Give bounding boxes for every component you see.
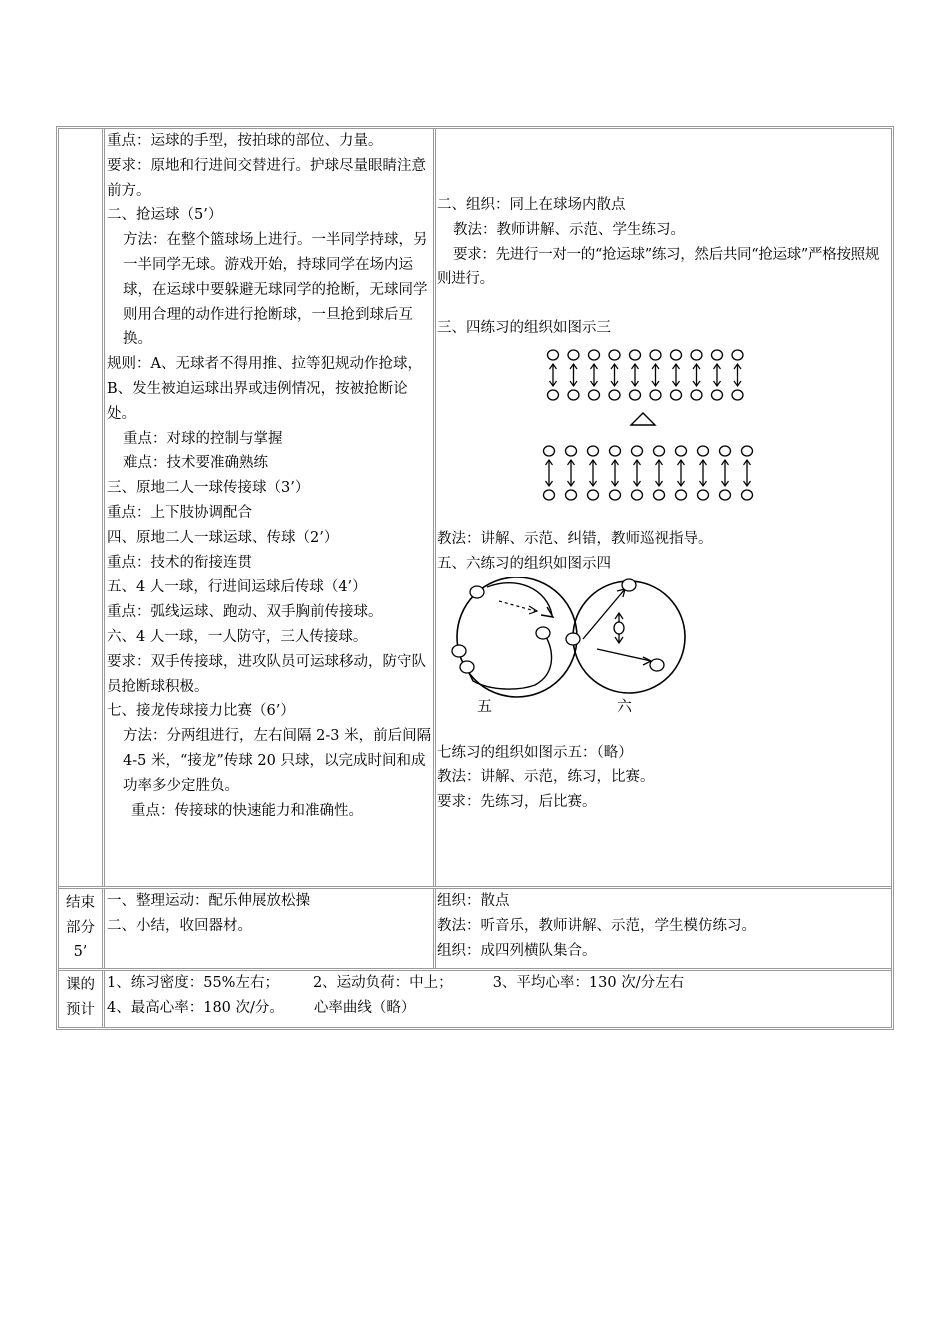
ending-item: 二、小结，收回器材。 xyxy=(107,917,252,934)
player-marker xyxy=(650,350,661,360)
section-6-requirement: 要求：双手传接球，进攻队员可运球移动，防守队员抢断球积极。 xyxy=(107,653,426,695)
player-marker xyxy=(720,490,731,500)
section-4-key-point: 重点：技术的衔接连贯 xyxy=(107,554,252,571)
player-marker xyxy=(691,390,702,400)
player-marker xyxy=(609,390,620,400)
ending-label-line: 结束 xyxy=(66,895,95,911)
court-circle-6 xyxy=(573,581,685,693)
defender-marker xyxy=(614,622,624,634)
ending-label-line: 部分 xyxy=(66,919,95,936)
player-marker xyxy=(632,490,643,500)
player-marker xyxy=(544,490,555,500)
player-marker xyxy=(588,490,599,500)
key-point-dribble: 重点：运球的手型，按拍球的部位、力量。 xyxy=(107,133,383,149)
section-2-key-point: 重点：对球的控制与掌握 xyxy=(123,430,283,447)
section-4-title: 四、原地二人一球运球、传球（2’） xyxy=(107,529,339,546)
player-marker xyxy=(610,490,621,500)
ending-item: 一、整理运动：配乐伸展放松操 xyxy=(107,893,310,909)
average-heart-rate: 3、平均心率：130 次/分左右 xyxy=(492,975,685,991)
player-marker xyxy=(610,446,621,456)
player-marker xyxy=(632,446,643,456)
player-marker xyxy=(460,661,474,673)
estimate-label-line: 预计 xyxy=(66,1001,95,1018)
player-marker xyxy=(589,390,600,400)
pass-arrow xyxy=(597,649,651,661)
player-marker xyxy=(630,350,641,360)
player-marker xyxy=(671,350,682,360)
section-3-title: 三、原地二人一球传接球（3’） xyxy=(107,480,310,497)
ending-left xyxy=(105,889,436,968)
player-marker xyxy=(732,350,743,360)
section-7-title: 七、接龙传球接力比赛（6’） xyxy=(107,703,295,720)
ending-method: 教法：听音乐，教师讲解、示范，学生模仿练习。 xyxy=(437,917,756,934)
player-marker xyxy=(698,446,709,456)
player-marker xyxy=(548,390,559,400)
requirement-line-2: 要求：先练习，后比赛。 xyxy=(437,794,597,811)
method-line: 教法：教师讲解、示范、学生练习。 xyxy=(453,221,685,238)
estimate-label xyxy=(59,971,105,1027)
dribble-arc xyxy=(487,582,552,614)
player-marker xyxy=(720,446,731,456)
ending-label-line: 5’ xyxy=(73,944,88,960)
player-marker xyxy=(630,390,641,400)
figure-label-5: 五 xyxy=(477,696,493,715)
ending-org-2: 组织：成四列横队集合。 xyxy=(437,942,597,959)
practice-density: 1、练习密度：55%左右； xyxy=(107,975,279,991)
ending-org: 组织：散点 xyxy=(437,893,510,909)
figure-4-diagram xyxy=(437,577,891,717)
player-marker xyxy=(622,579,636,591)
section-3-key-point: 重点：上下肢协调配合 xyxy=(107,504,252,521)
player-marker xyxy=(654,490,665,500)
section-5-key-point: 重点：弧线运球、跑动、双手胸前传接球。 xyxy=(107,604,383,621)
player-marker xyxy=(654,446,665,456)
player-marker xyxy=(732,390,743,400)
player-marker xyxy=(650,659,664,671)
player-marker xyxy=(589,350,600,360)
player-marker xyxy=(676,446,687,456)
teach-line-2: 教法：讲解、示范，练习，比赛。 xyxy=(437,769,655,786)
figure-label-6: 六 xyxy=(617,696,633,715)
estimate-label-line: 课的 xyxy=(66,977,95,993)
estimate-line-2 xyxy=(107,996,891,1021)
ending-right xyxy=(436,889,891,968)
player-marker xyxy=(650,390,661,400)
requirement-dribble: 要求：原地和行进间交替进行。护球尽量眼睛注意前方。 xyxy=(107,157,426,199)
player-marker xyxy=(470,586,484,598)
lesson-plan-table xyxy=(56,126,894,1030)
ending-label xyxy=(59,889,105,968)
player-marker xyxy=(712,390,723,400)
main-row-left xyxy=(105,129,436,886)
player-marker xyxy=(566,490,577,500)
figure-5-caption: 七练习的组织如图示五：（略） xyxy=(437,744,633,761)
figure-4-caption: 五、六练习的组织如图示四 xyxy=(437,555,611,572)
player-marker xyxy=(712,350,723,360)
exercise-load: 2、运动负荷：中上； xyxy=(312,975,453,991)
main-row xyxy=(59,129,891,889)
section-2-title: 二、抢运球（5’） xyxy=(107,207,223,224)
estimate-line-1 xyxy=(107,971,891,996)
section-2-rules: 规则：A、无球者不得用推、拉等犯规动作抢球，B、发生被迫运球出界或违例情况，按被抢断论处。 xyxy=(107,356,422,422)
section-5-title: 五、4 人一球，行进间运球后传球（4’） xyxy=(107,579,367,596)
estimate-content xyxy=(105,971,891,1027)
figure-3-diagram xyxy=(437,341,891,527)
player-marker xyxy=(568,390,579,400)
section-6-title: 六、4 人一球，一人防守，三人传接球。 xyxy=(107,628,368,645)
requirement-line: 要求：先进行一对一的“抢运球”练习，然后共同“抢运球”严格按照规则进行。 xyxy=(437,246,880,288)
heart-rate-curve: 心率曲线（略） xyxy=(313,999,416,1016)
player-marker xyxy=(671,390,682,400)
player-marker xyxy=(588,446,599,456)
main-row-label xyxy=(59,129,105,886)
player-marker xyxy=(544,446,555,456)
player-marker xyxy=(566,633,580,645)
player-marker xyxy=(609,350,620,360)
estimate-row xyxy=(59,971,891,1027)
figure-3-formation xyxy=(544,350,753,500)
player-marker xyxy=(536,627,550,639)
player-marker xyxy=(568,350,579,360)
teacher-triangle-icon xyxy=(631,413,655,425)
org-line: 二、组织：同上在球场内散点 xyxy=(437,197,626,213)
teach-line: 教法：讲解、示范、纠错，教师巡视指导。 xyxy=(437,530,713,547)
section-7-key-point: 重点：传接球的快速能力和准确性。 xyxy=(131,802,363,819)
player-marker xyxy=(742,490,753,500)
ending-row xyxy=(59,889,891,971)
max-heart-rate: 4、最高心率：180 次/分。 xyxy=(107,999,284,1016)
section-2-method: 方法：在整个篮球场上进行。一半同学持球，另一半同学无球。游戏开始，持球同学在场内运球，在运球中要躲避无球同学的抢断，无球同学则用合理的动作进行抢断球，一旦抢到球后互换。 xyxy=(123,232,428,348)
figure-3-caption: 三、四练习的组织如图示三 xyxy=(437,320,611,337)
player-marker xyxy=(452,645,466,657)
player-marker xyxy=(566,446,577,456)
main-row-right xyxy=(436,129,891,886)
player-marker xyxy=(676,490,687,500)
section-2-difficulty: 难点：技术要准确熟练 xyxy=(123,455,268,472)
section-7-method: 方法：分两组进行，左右间隔 2-3 米，前后间隔 4-5 米，“接龙”传球 20 只球，以完成时间和成功率多少定胜负。 xyxy=(123,728,432,794)
player-marker xyxy=(698,490,709,500)
player-marker xyxy=(691,350,702,360)
player-marker xyxy=(742,446,753,456)
player-marker xyxy=(548,350,559,360)
